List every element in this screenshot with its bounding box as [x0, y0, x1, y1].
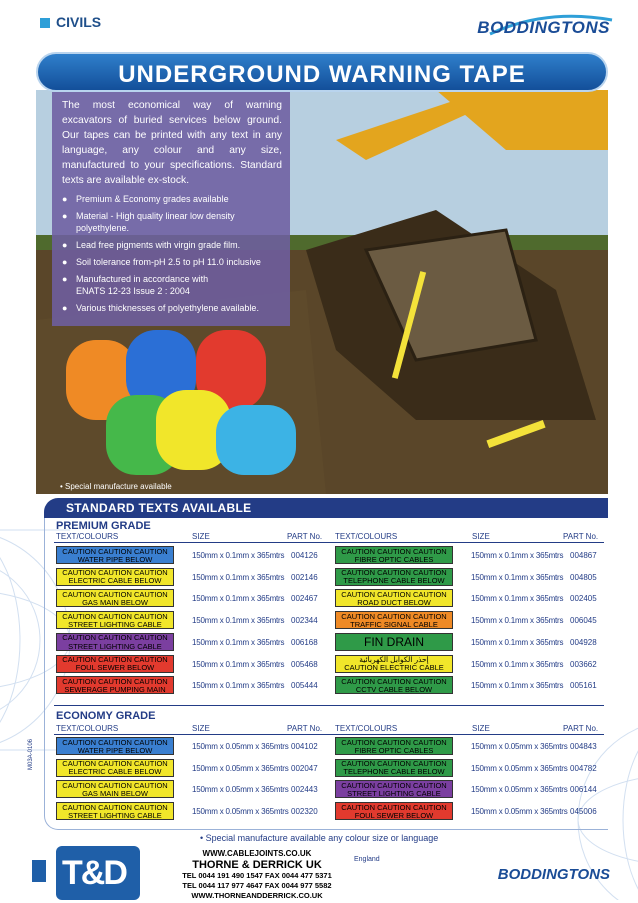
part-number: 002443	[291, 785, 318, 795]
tape-swatch	[56, 589, 174, 607]
part-number: 002146	[291, 572, 318, 582]
tape-swatch	[56, 655, 174, 673]
company-name: THORNE & DERRICK UK	[192, 859, 322, 871]
tape-size: 150mm x 0.05mm x 365mtrs	[192, 807, 289, 817]
tape-size: 150mm x 0.1mm x 365mtrs	[471, 572, 564, 582]
col-header-part-right: PART No.	[563, 532, 599, 541]
tape-swatch	[56, 611, 174, 629]
tape-text-line-1: CAUTION CAUTION CAUTION	[62, 759, 168, 769]
tape-size: 150mm x 0.1mm x 365mtrs	[471, 616, 564, 626]
tape-text-line-1: CAUTION CAUTION CAUTION	[341, 759, 447, 769]
phone-line-2: TEL 0044 117 977 4647 FAX 0044 977 5582	[182, 881, 332, 890]
tape-size: 150mm x 0.1mm x 365mtrs	[192, 616, 285, 626]
col-header-size-right: SIZE	[472, 724, 490, 733]
tape-text-line-1: CAUTION CAUTION CAUTION	[341, 611, 447, 621]
tape-text-line-2: SEWERAGE PUMPING MAIN	[64, 684, 166, 694]
tape-text-line-1: CAUTION CAUTION CAUTION	[341, 676, 447, 686]
tape-swatch	[56, 759, 174, 777]
tape-swatch	[335, 676, 453, 694]
tape-text-line-2: FOUL SEWER BELOW	[75, 663, 155, 673]
tape-size: 150mm x 0.05mm x 365mtrs	[471, 785, 568, 795]
tape-size: 150mm x 0.05mm x 365mtrs	[192, 742, 289, 751]
tape-swatch	[56, 737, 174, 755]
premium-grade-heading: PREMIUM GRADE	[56, 520, 151, 532]
section-label: CIVILS	[56, 14, 102, 30]
tape-text-line-2: STREET LIGHTING CABLE	[68, 810, 162, 820]
tape-text-line-2: STREET LIGHTING CABLE	[347, 789, 441, 799]
tape-size: 150mm x 0.1mm x 365mtrs	[192, 594, 285, 604]
feature-item: ● Various thicknesses of polyethylene available.	[62, 302, 282, 314]
tape-text-line-1: CAUTION CAUTION CAUTION	[341, 780, 447, 790]
tape-text-line-2: FIBRE OPTIC CABLES	[354, 554, 434, 564]
tape-text-line-2: TRAFFIC SIGNAL CABLE	[350, 619, 438, 629]
part-number: 004782	[570, 763, 597, 773]
tape-text-line-1: CAUTION CAUTION CAUTION	[62, 568, 168, 578]
tape-swatch	[335, 655, 453, 673]
part-number: 005444	[291, 681, 318, 691]
part-number: 004805	[570, 572, 597, 582]
divider	[54, 542, 604, 543]
tape-text-line-1: CAUTION CAUTION CAUTION	[62, 611, 168, 621]
tape-size: 150mm x 0.1mm x 365mtrs	[192, 637, 285, 647]
col-header-part-left: PART No.	[287, 724, 323, 733]
section-marker-icon	[40, 18, 50, 28]
tape-text-line-2: FIBRE OPTIC CABLES	[354, 745, 434, 755]
part-number: 002467	[291, 594, 318, 604]
tape-text-line-2: TELEPHONE CABLE BELOW	[343, 576, 445, 586]
tape-size: 150mm x 0.1mm x 365mtrs	[192, 681, 285, 691]
tape-text-line-2: GAS MAIN BELOW	[82, 789, 148, 799]
photo-caption: • Special manufacture available	[60, 482, 172, 491]
col-header-size-left: SIZE	[192, 532, 210, 541]
tape-text-line-1: إحذر الكوابل الكهربائية	[359, 655, 429, 664]
col-header-part-left: PART No.	[287, 532, 323, 541]
tape-size: 150mm x 0.1mm x 365mtrs	[471, 637, 564, 647]
special-manufacture-note: • Special manufacture available any colour size or language	[200, 833, 439, 843]
tape-text-line-1: CAUTION CAUTION CAUTION	[341, 737, 447, 747]
part-number: 002047	[291, 763, 318, 773]
tape-swatch	[56, 676, 174, 694]
tape-text-line-1: CAUTION CAUTION CAUTION	[341, 589, 447, 599]
tape-swatch	[56, 633, 174, 651]
part-number: 005161	[570, 681, 597, 691]
col-header-text-right: TEXT/COLOURS	[335, 724, 398, 733]
tape-text-line-2: TELEPHONE CABLE BELOW	[343, 767, 445, 777]
tape-text-line-2: CCTV CABLE BELOW	[355, 684, 433, 694]
feature-list	[62, 193, 282, 285]
tape-size: 150mm x 0.1mm x 365mtrs	[471, 551, 564, 560]
standard-texts-header	[44, 498, 608, 518]
tape-text-line-1: CAUTION CAUTION CAUTION	[62, 546, 168, 556]
document-code: M03A-0106	[28, 738, 34, 770]
col-header-size-left: SIZE	[192, 724, 210, 733]
part-number: 006144	[570, 785, 597, 795]
tape-text-line-1: CAUTION CAUTION CAUTION	[62, 633, 168, 643]
tape-size: 150mm x 0.05mm x 365mtrs	[192, 763, 289, 773]
td-logo-text: T&D	[62, 854, 126, 892]
feature-item: ● Material - High quality linear low density polyethylene.	[62, 210, 282, 234]
col-header-size-right: SIZE	[472, 532, 490, 541]
part-number: 006168	[291, 637, 318, 647]
part-number: 004126	[291, 551, 318, 560]
title-banner	[36, 52, 608, 92]
contact-block	[168, 846, 346, 902]
td-logo-accent-icon	[32, 860, 46, 882]
part-number: 002344	[291, 616, 318, 626]
part-number: 002405	[570, 594, 597, 604]
website-link-2[interactable]: WWW.THORNEANDDERRICK.CO.UK	[191, 891, 323, 900]
tape-text-line-1: CAUTION CAUTION CAUTION	[62, 676, 168, 686]
feature-item: ● Lead free pigments with virgin grade film.	[62, 239, 282, 251]
tape-text-line-1: CAUTION CAUTION CAUTION	[62, 802, 168, 812]
page-title: UNDERGROUND WARNING TAPE	[118, 61, 526, 88]
tape-swatch	[56, 780, 174, 798]
tape-swatch	[335, 611, 453, 629]
tape-swatch	[335, 802, 453, 820]
col-header-text-right: TEXT/COLOURS	[335, 532, 398, 541]
feature-item: ● Soil tolerance from-pH 2.5 to pH 11.0 inclusive	[62, 256, 282, 268]
tape-swatch	[335, 568, 453, 586]
divider	[54, 734, 604, 735]
tape-size: 150mm x 0.05mm x 365mtrs	[192, 785, 289, 795]
part-number: 004102	[291, 742, 318, 751]
part-number: 045006	[570, 807, 597, 817]
feature-item-sub: ENATS 12-23 Issue 2 : 2004	[76, 286, 190, 296]
col-header-part-right: PART No.	[563, 724, 599, 733]
brand-logo-footer: BODDINGTONS	[497, 866, 610, 883]
tape-size: 150mm x 0.1mm x 365mtrs	[192, 572, 285, 582]
part-number: 004867	[570, 551, 597, 560]
tape-size: 150mm x 0.05mm x 365mtrs	[471, 807, 568, 817]
tape-text-line-2: FOUL SEWER BELOW	[354, 810, 434, 820]
tape-text-line-1: CAUTION CAUTION CAUTION	[341, 802, 447, 812]
standard-texts-heading: STANDARD TEXTS AVAILABLE	[66, 501, 252, 515]
tape-swatch	[335, 737, 453, 755]
tape-text-line-2: ELECTRIC CABLE BELOW	[68, 576, 162, 586]
tape-size: 150mm x 0.1mm x 365mtrs	[192, 551, 285, 560]
tape-size: 150mm x 0.05mm x 365mtrs	[471, 742, 568, 751]
tape-text-line-1: CAUTION CAUTION CAUTION	[62, 737, 168, 747]
tape-text-line-2: CAUTION ELECTRIC CABLE	[344, 663, 444, 673]
intro-text: The most economical way of warning excavators of buried services below ground. Our tapes can be printed with any text in any language, any colour and any size, manufactured to your specifications. Standard texts are available ex-stock.	[62, 100, 282, 186]
feature-item: ● Manufactured in accordance with	[62, 273, 282, 285]
tape-swatch	[335, 633, 453, 651]
part-number: 004843	[570, 742, 597, 751]
tape-text-line-1: FIN DRAIN	[364, 635, 424, 650]
tape-text-line-2: STREET LIGHTING CABLE	[68, 619, 162, 629]
col-header-text-left: TEXT/COLOURS	[56, 724, 119, 733]
part-number: 002320	[291, 807, 318, 817]
tape-text-line-2: ROAD DUCT BELOW	[357, 598, 431, 608]
tape-text-line-2: STREET LIGHTING CABLE	[68, 641, 162, 651]
tape-text-line-1: CAUTION CAUTION CAUTION	[341, 546, 447, 556]
tape-text-line-2: GAS MAIN BELOW	[82, 598, 148, 608]
td-logo	[56, 846, 140, 900]
part-number: 005468	[291, 659, 318, 669]
tape-size: 150mm x 0.1mm x 365mtrs	[192, 659, 285, 669]
intro-panel	[52, 92, 290, 326]
tape-swatch	[56, 546, 174, 564]
tape-size: 150mm x 0.1mm x 365mtrs	[471, 681, 564, 691]
economy-grade-heading: ECONOMY GRADE	[56, 710, 156, 722]
tape-swatch	[335, 780, 453, 798]
tape-swatch	[335, 546, 453, 564]
part-number: 004928	[570, 637, 597, 647]
brand-logo: BODDINGTONS	[477, 18, 610, 37]
part-number: 006045	[570, 616, 597, 626]
tape-swatch	[335, 759, 453, 777]
feature-item: ● Premium & Economy grades available	[62, 193, 282, 205]
tape-text-line-2: WATER PIPE BELOW	[77, 745, 153, 755]
tape-text-line-2: WATER PIPE BELOW	[77, 554, 153, 564]
tape-text-line-1: CAUTION CAUTION CAUTION	[62, 780, 168, 790]
divider	[54, 705, 604, 706]
col-header-text-left: TEXT/COLOURS	[56, 532, 119, 541]
tape-text-line-1: CAUTION CAUTION CAUTION	[62, 655, 168, 664]
tape-text-line-1: CAUTION CAUTION CAUTION	[341, 568, 447, 578]
feature-list-end	[62, 302, 282, 314]
tape-size: 150mm x 0.1mm x 365mtrs	[471, 594, 564, 604]
phone-line-1: TEL 0044 191 490 1547 FAX 0044 477 5371	[182, 871, 332, 880]
tape-swatch	[56, 568, 174, 586]
country-label: England	[354, 856, 380, 863]
tape-swatch	[56, 802, 174, 820]
tape-text-line-2: ELECTRIC CABLE BELOW	[68, 767, 162, 777]
tape-swatch	[335, 589, 453, 607]
tape-size: 150mm x 0.05mm x 365mtrs	[471, 763, 568, 773]
tape-text-line-1: CAUTION CAUTION CAUTION	[62, 589, 168, 599]
tape-size: 150mm x 0.1mm x 365mtrs	[471, 659, 564, 669]
part-number: 003662	[570, 659, 597, 669]
website-link[interactable]: WWW.CABLEJOINTS.CO.UK	[202, 849, 312, 858]
